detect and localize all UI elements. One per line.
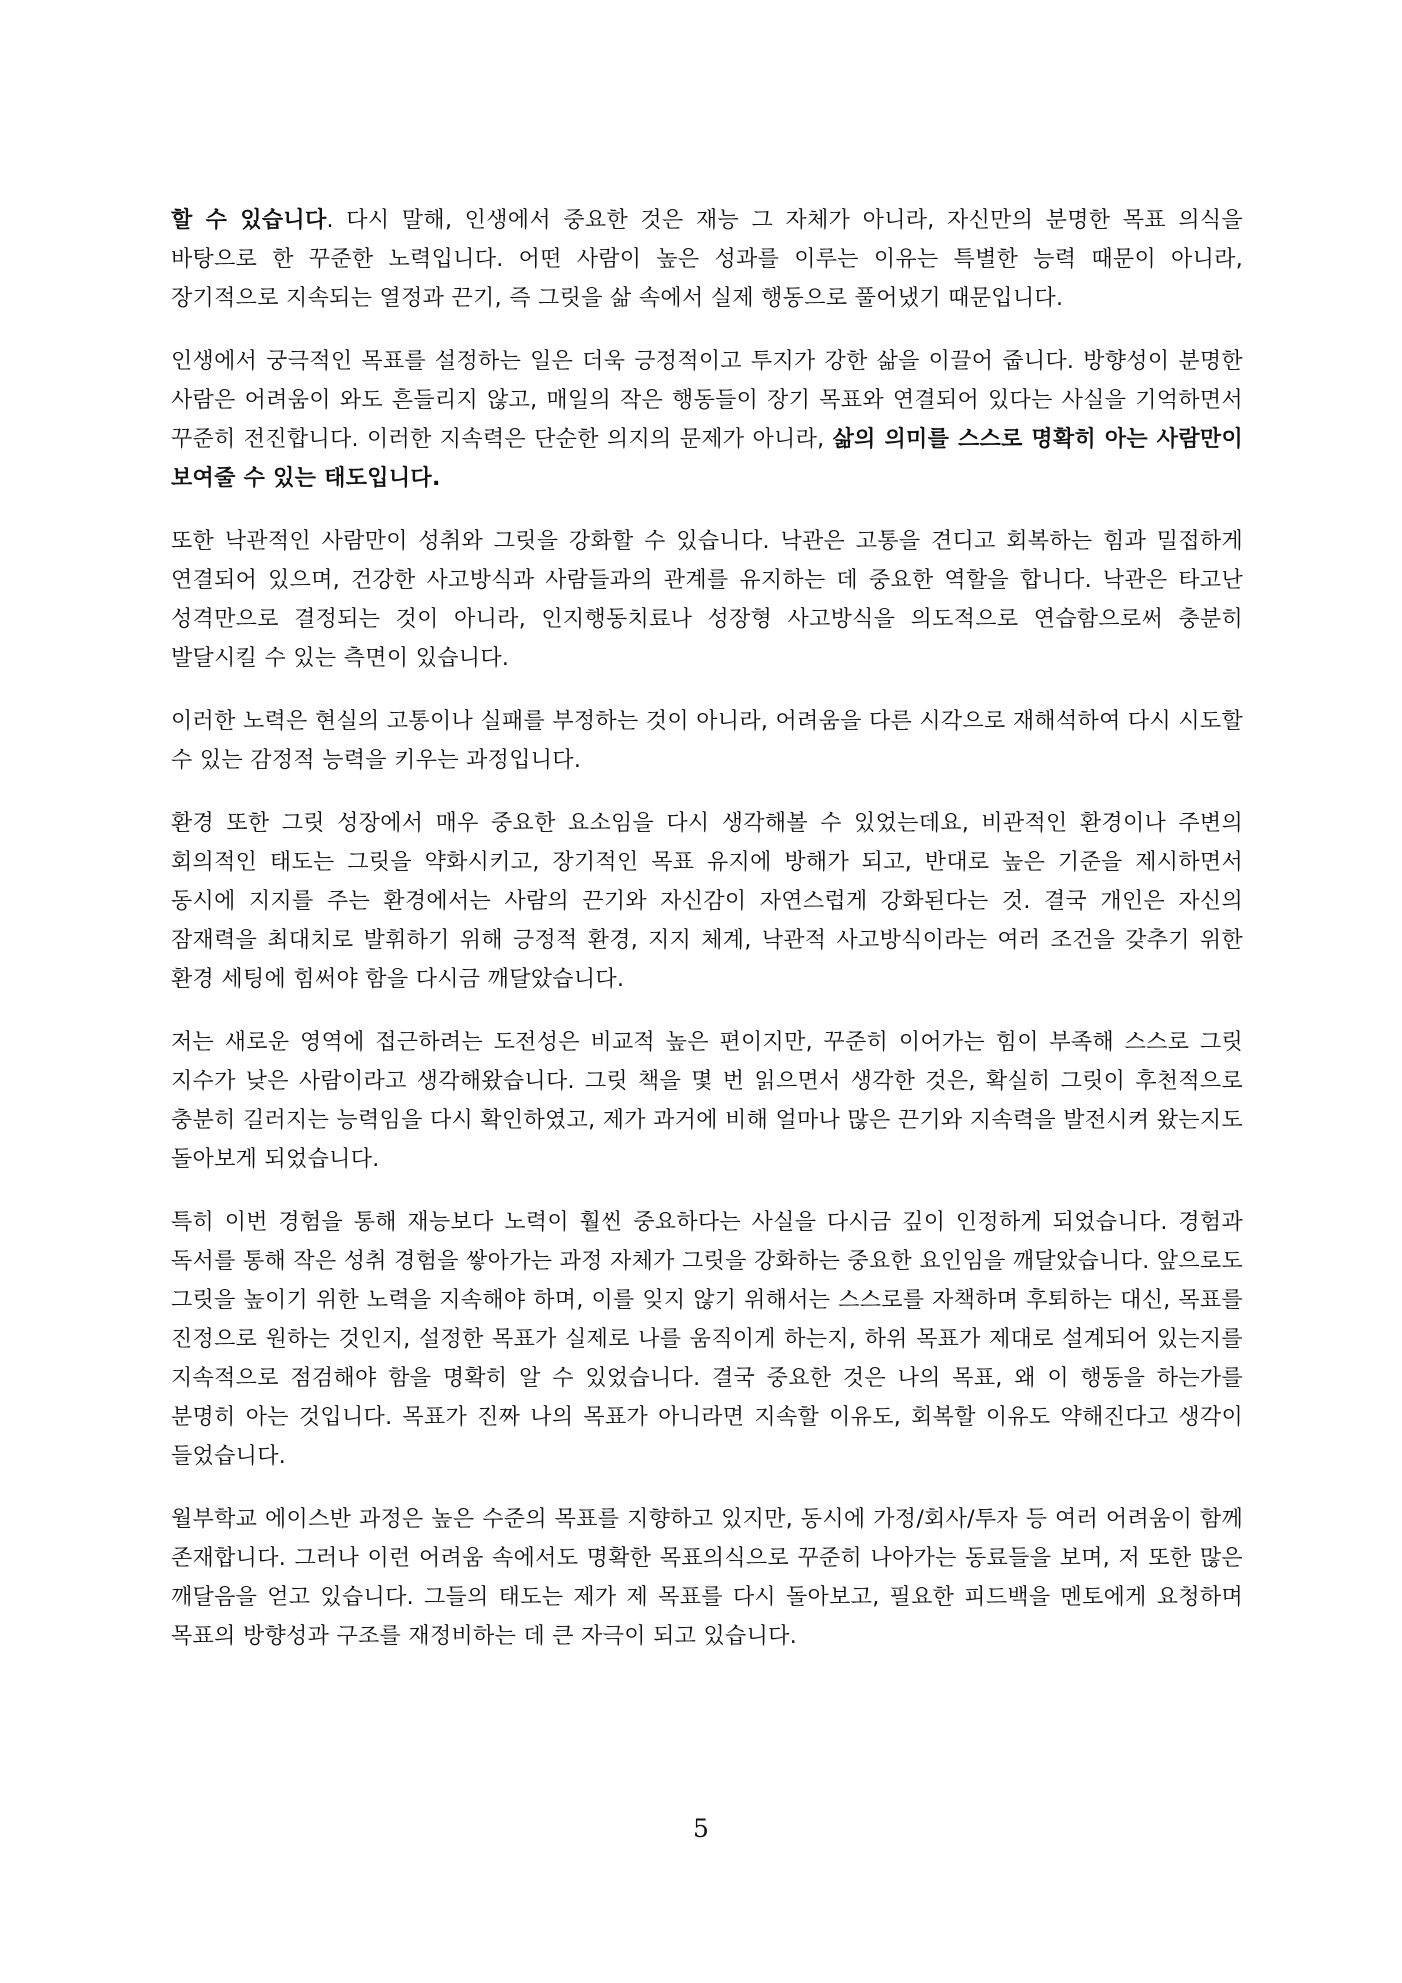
paragraph-2-bold-tail: 삶의 의미를 스스로 명확히 아는 사람만이 보여줄 수 있는 태도입니다. xyxy=(171,427,1243,491)
paragraph-1-bold-lead: 할 수 있습니다 xyxy=(171,208,327,233)
paragraph-1 xyxy=(171,201,1243,318)
paragraph-6: 저는 새로운 영역에 접근하려는 도전성은 비교적 높은 편이지만, 꾸준히 이어가는 힘이 부족해 스스로 그릿 지수가 낮은 사람이라고 생각해왔습니다. 그릿 책을 몇 번 읽으면서 생각한 것은, 확실히 그릿이 후천적으로 충분히 길러지는 능력임을 다시 확인하였고, 제가 과거에 비해 얼마나 많은 끈기와 지속력을 발전시켜 왔는지도 돌아보게 되었습니다. xyxy=(171,1030,1243,1172)
paragraph-1-text: . 다시 말해, 인생에서 중요한 것은 재능 그 자체가 아니라, 자신만의 분명한 목표 의식을 바탕으로 한 꾸준한 노력입니다. 어떤 사람이 높은 성과를 이루는 이유는 특별한 능력 때문이 아니라, 장기적으로 지속되는 열정과 끈기, 즉 그릿을 삶 속에서 실제 행동으로 풀어냈기 때문입니다. xyxy=(171,208,1243,311)
paragraph-7: 특히 이번 경험을 통해 재능보다 노력이 훨씬 중요하다는 사실을 다시금 깊이 인정하게 되었습니다. 경험과 독서를 통해 작은 성취 경험을 쌓아가는 과정 자체가 그릿을 강화하는 중요한 요인임을 깨달았습니다. 앞으로도 그릿을 높이기 위한 노력을 지속해야 하며, 이를 잊지 않기 위해서는 스스로를 자책하며 후퇴하는 대신, 목표를 진정으로 원하는 것인지, 설정한 목표가 실제로 나를 움직이게 하는지, 하위 목표가 제대로 설계되어 있는지를 지속적으로 점검해야 함을 명확히 알 수 있었습니다. 결국 중요한 것은 나의 목표, 왜 이 행동을 하는가를 분명히 아는 것입니다. 목표가 진짜 나의 목표가 아니라면 지속할 이유도, 회복할 이유도 약해진다고 생각이 들었습니다. xyxy=(171,1210,1243,1469)
page-number: 5 xyxy=(693,1814,709,1843)
paragraph-5: 환경 또한 그릿 성장에서 매우 중요한 요소임을 다시 생각해볼 수 있었는데요, 비관적인 환경이나 주변의 회의적인 태도는 그릿을 약화시키고, 장기적인 목표 유지에 방해가 되고, 반대로 높은 기준을 제시하면서 동시에 지지를 주는 환경에서는 사람의 끈기와 자신감이 자연스럽게 강화된다는 것. 결국 개인은 자신의 잠재력을 최대치로 발휘하기 위해 긍정적 환경, 지지 체계, 낙관적 사고방식이라는 여러 조건을 갖추기 위한 환경 세팅에 힘써야 함을 다시금 깨달았습니다. xyxy=(171,811,1243,992)
paragraph-8: 월부학교 에이스반 과정은 높은 수준의 목표를 지향하고 있지만, 동시에 가정/회사/투자 등 여러 어려움이 함께 존재합니다. 그러나 이런 어려움 속에서도 명확한 목표의식으로 꾸준히 나아가는 동료들을 보며, 저 또한 많은 깨달음을 얻고 있습니다. 그들의 태도는 제가 제 목표를 다시 돌아보고, 필요한 피드백을 멘토에게 요청하며 목표의 방향성과 구조를 재정비하는 데 큰 자극이 되고 있습니다. xyxy=(171,1507,1243,1649)
document-body xyxy=(171,201,1243,1680)
paragraph-4: 이러한 노력은 현실의 고통이나 실패를 부정하는 것이 아니라, 어려움을 다른 시각으로 재해석하여 다시 시도할 수 있는 감정적 능력을 키우는 과정입니다. xyxy=(171,709,1243,773)
paragraph-2-text: 인생에서 궁극적인 목표를 설정하는 일은 더욱 긍정적이고 투지가 강한 삶을 이끌어 줍니다. 방향성이 분명한 사람은 어려움이 와도 흔들리지 않고, 매일의 작은 행동들이 장기 목표와 연결되어 있다는 사실을 기억하면서 꾸준히 전진합니다. 이러한 지속력은 단순한 의지의 문제가 아니라, xyxy=(171,349,1243,452)
paragraph-2 xyxy=(171,342,1243,498)
paragraph-3: 또한 낙관적인 사람만이 성취와 그릿을 강화할 수 있습니다. 낙관은 고통을 견디고 회복하는 힘과 밀접하게 연결되어 있으며, 건강한 사고방식과 사람들과의 관계를 유지하는 데 중요한 역할을 합니다. 낙관은 타고난 성격만으로 결정되는 것이 아니라, 인지행동치료나 성장형 사고방식을 의도적으로 연습함으로써 충분히 발달시킬 수 있는 측면이 있습니다. xyxy=(171,529,1243,671)
